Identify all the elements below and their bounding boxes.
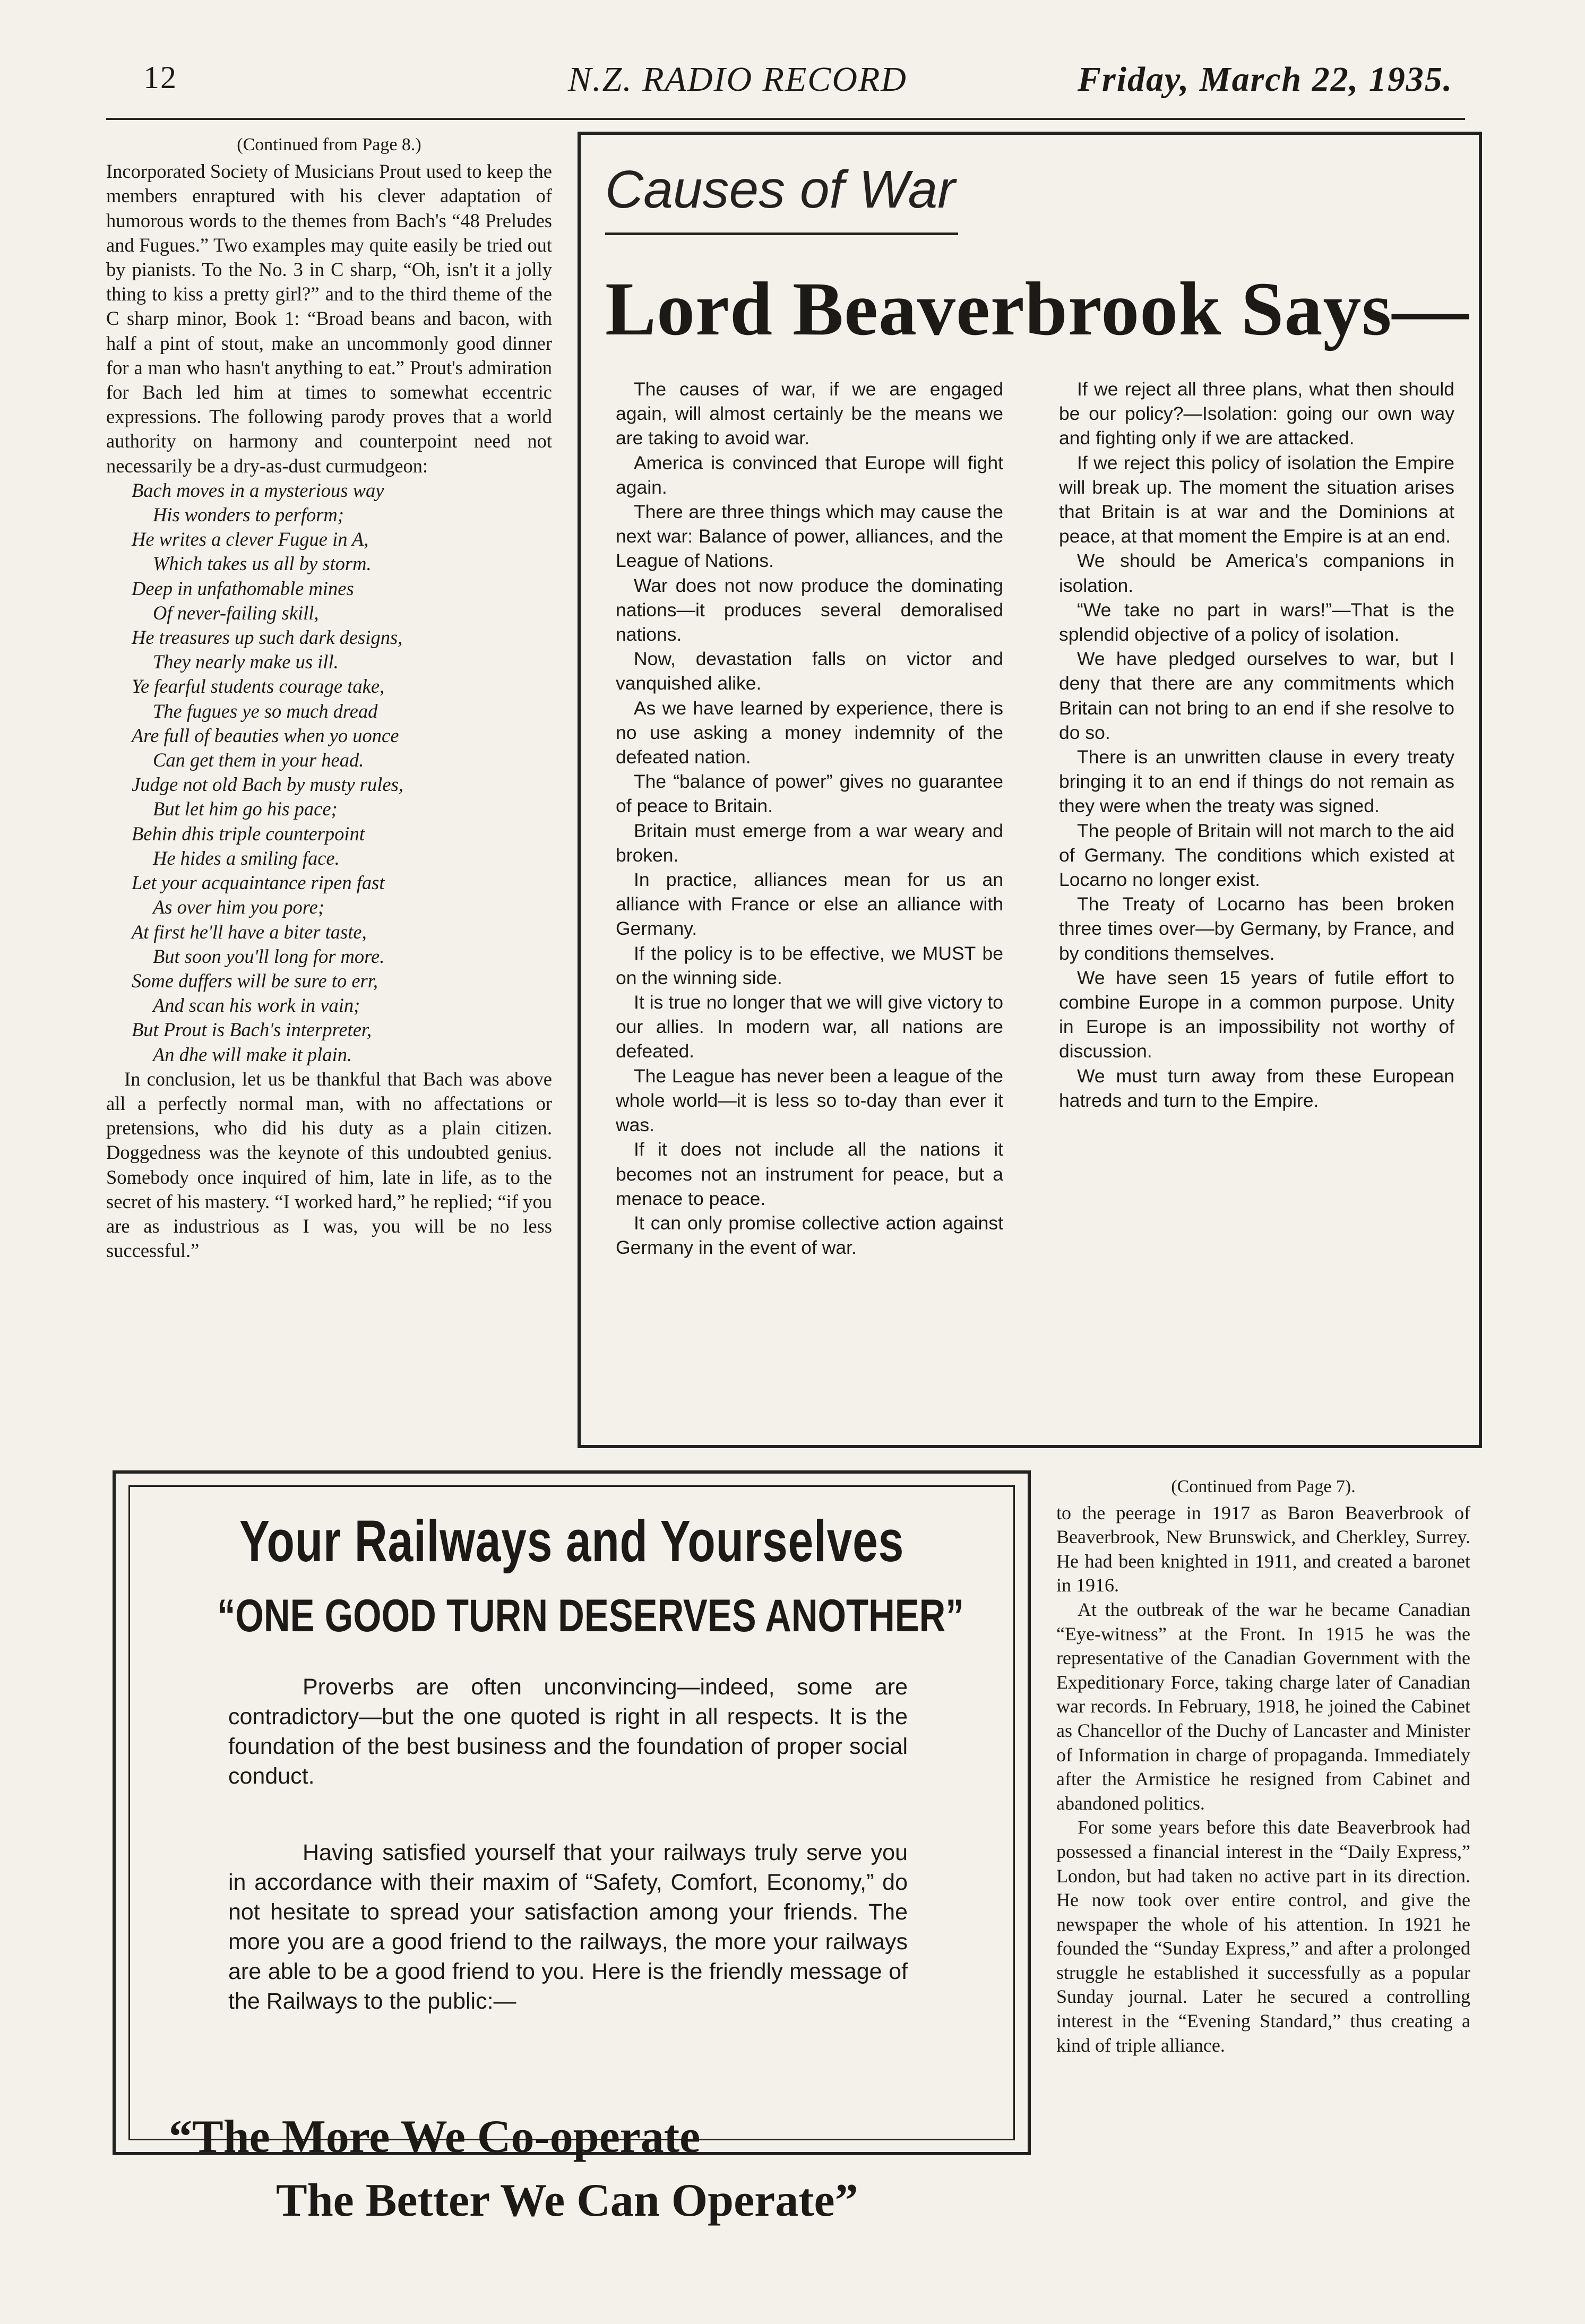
war-paragraph: The causes of war, if we are engaged again, will almost certainly be the means we are taking to avoid war. [616,378,1003,449]
bach-intro-paragraph: Incorporated Society of Musicians Prout used to keep the members enraptured with his clever adaptation of humorous words to the themes from Bach's “48 Preludes and Fugues.” Two examples may quite easily be tried out by pianists. To the No. 3 in C sharp, “Oh, isn't it a jolly thing to kiss a pretty girl?” and to the third theme of the C sharp minor, Book 1: “Broad beans and bacon, with half a pint of stout, make an uncommonly good dinner for a man who hasn't anything to eat.” Prout's admiration for Bach led him at times to somewhat eccentric expressions. The following parody proves that a world authority on harmony and counterpoint need not necessarily be a dry-as-dust curmudgeon: [106,160,552,477]
verse-line: Judge not old Bach by musty rules, [132,773,403,796]
verse-line: He writes a clever Fugue in A, [132,528,369,550]
verse-line: But Prout is Bach's interpreter, [132,1019,372,1041]
continued-note: (Continued from Page 8.) [237,135,421,154]
war-paragraph: America is convinced that Europe will fight again. [616,452,1003,498]
article-headline: Lord Beaverbrook Says— [605,267,1469,351]
verse-line: As over him you pore; [153,896,325,918]
page-number: 12 [143,60,177,95]
verse-line: Can get them in your head. [153,749,364,771]
verse-line: An dhe will make it plain. [153,1043,352,1065]
railway-ad-paragraph-1 [228,1672,908,1791]
ad-paragraph-text: Having satisfied yourself that your railways truly serve you in accordance with their maxim of “Safety, Comfort, Economy,” do not hesitate to spread your satisfaction among your friends. The more you are a good friend to the railways, the more your railways are able to be a good friend to you. Here is the friendly message of the Railways to the public:— [228,1840,908,2014]
verse-line: His wonders to perform; [153,504,344,526]
war-article-column-1 [616,377,1003,1260]
article-kicker: Causes of War [605,160,955,219]
kicker-underline [605,233,958,235]
war-paragraph: We have pledged ourselves to war, but I deny that there are any commitments which Britain can not bring to an end if she resolve to do so. [1059,648,1454,743]
war-article-column-2 [1059,377,1454,1113]
verse-line: Which takes us all by storm. [153,553,372,575]
war-paragraph: Now, devastation falls on victor and vanquished alike. [616,648,1003,694]
war-paragraph: If we reject this policy of isolation the Empire will break up. The moment the situation arises that Britain is at war and the Dominions at peace, at that moment the Empire is at an end. [1059,452,1454,547]
war-paragraph: As we have learned by experience, there is no use asking a money indemnity of the defeated nation. [616,697,1003,768]
verse-line: But let him go his pace; [153,798,338,820]
war-paragraph: In practice, alliances mean for us an alliance with France or else an alliance with Germany. [616,869,1003,940]
verse-line: And scan his work in vain; [153,994,360,1017]
header-rule [106,118,1465,120]
bio-paragraph: to the peerage in 1917 as Baron Beaverbrook of Beaverbrook, New Brunswick, and Cherkley, Surrey. He had been knighted in 1911, and created a baronet in 1916. [1056,1502,1470,1596]
ad-paragraph-text: Proverbs are often unconvincing—indeed, some are contradictory—but the one quoted is right in all respects. It is the foundation of the best business and the foundation of proper social conduct. [228,1674,908,1789]
railway-ad-title: Your Railways and Yourselves [239,1509,905,1574]
war-paragraph: The League has never been a league of the whole world—it is less so to-day than ever it was. [616,1065,1003,1136]
war-paragraph: There is an unwritten clause in every treaty bringing it to an end if things do not remain as they were when the treaty was signed. [1059,746,1454,817]
issue-date: Friday, March 22, 1935. [1078,60,1453,99]
verse-line: Are full of beauties when yo uonce [132,724,399,746]
war-paragraph: If the policy is to be effective, we MUST be on the winning side. [616,942,1003,988]
war-paragraph: It can only promise collective action against Germany in the event of war. [616,1212,1003,1259]
war-paragraph: The Treaty of Locarno has been broken three times over—by Germany, by France, and by conditions themselves. [1059,893,1454,964]
verse-line: Some duffers will be sure to err, [132,969,378,992]
bach-article-column [106,133,552,1263]
bio-paragraph: At the outbreak of the war he became Canadian “Eye-witness” at the Front. In 1915 he was the representative of the Canadian Government with the Expeditionary Force, taking charge later of Canadian war records. In February, 1918, he joined the Cabinet as Chancellor of the Duchy of Lancaster and Minister of Information in charge of propaganda. Immediately after the Armistice he resigned from Cabinet and abandoned politics. [1056,1598,1470,1814]
war-paragraph: Britain must emerge from a war weary and broken. [616,820,1003,866]
verse-line: But soon you'll long for more. [153,945,385,967]
war-paragraph: War does not now produce the dominating nations—it produces several demoralised nations. [616,574,1003,645]
verse-line: He hides a smiling face. [153,847,340,869]
verse-line: Of never-failing skill, [153,601,319,624]
war-paragraph: “We take no part in wars!”—That is the splendid objective of a policy of isolation. [1059,599,1454,645]
railway-ad-inner-border [128,1485,1015,2140]
war-paragraph: It is true no longer that we will give victory to our allies. In modern war, all nations are defeated. [616,992,1003,1062]
war-paragraph: There are three things which may cause the next war: Balance of power, alliances, and the League of Nations. [616,501,1003,572]
verse-line: They nearly make us ill. [153,651,339,673]
war-paragraph: We should be America's companions in isolation. [1059,550,1454,596]
railway-ad-subtitle: “ONE GOOD TURN DESERVES ANOTHER” [217,1590,964,1641]
verse-line: At first he'll have a biter taste, [132,920,367,943]
verse-line: Bach moves in a mysterious way [132,479,384,501]
war-paragraph: We must turn away from these European hatreds and turn to the Empire. [1059,1065,1454,1111]
war-paragraph: If we reject all three plans, what then should be our policy?—Isolation: going our own way and fighting only if we are attacked. [1059,378,1454,449]
verse-line: He treasures up such dark designs, [132,626,403,649]
verse-line: Let your acquaintance ripen fast [132,872,385,894]
railway-ad-slogan-line-2: The Better We Can Operate” [276,2175,858,2226]
war-paragraph: If it does not include all the nations it becomes not an instrument for peace, but a menace to peace. [616,1139,1003,1209]
war-paragraph: The “balance of power” gives no guarantee of peace to Britain. [616,771,1003,817]
verse-line: Deep in unfathomable mines [132,577,354,599]
bach-conclusion-paragraph: In conclusion, let us be thankful that Bach was above all a perfectly normal man, with no affectations or pretensions, who did his duty as a plain citizen. Doggedness was the keynote of this undoubted genius. Somebody once inquired of him, late in life, as to the secret of his mastery. “I worked hard,” he replied; “if you are as industrious as I was, you will be no less successful.” [106,1068,552,1262]
railway-ad-slogan-line-1: “The More We Co-operate [169,2111,701,2163]
continued-note: (Continued from Page 7). [1171,1477,1356,1496]
beaverbrook-bio-column [1056,1475,1470,2058]
publication-title: N.Z. RADIO RECORD [568,60,907,99]
bio-paragraph: For some years before this date Beaverbrook had possessed a financial interest in the “Daily Express,” London, but had taken no active part in its direction. He now took over entire control, and give the newspaper the whole of his attention. In 1921 he founded the “Sunday Express,” and after a prolonged struggle he established it successfully as a popular Sunday journal. Later he secured a controlling interest in the “Evening Standard,” thus creating a kind of triple alliance. [1056,1817,1470,2056]
war-paragraph: The people of Britain will not march to the aid of Germany. The conditions which existed at Locarno no longer exist. [1059,820,1454,891]
prout-parody-verse [106,478,552,1067]
verse-line: The fugues ye so much dread [153,700,378,722]
verse-line: Ye fearful students courage take, [132,675,385,698]
verse-line: Behin dhis triple counterpoint [132,822,365,845]
war-paragraph: We have seen 15 years of futile effort to combine Europe in a common purpose. Unity in Europe is an impossibility not worthy of discussion. [1059,967,1454,1062]
railway-ad-paragraph-2 [228,1838,908,2016]
